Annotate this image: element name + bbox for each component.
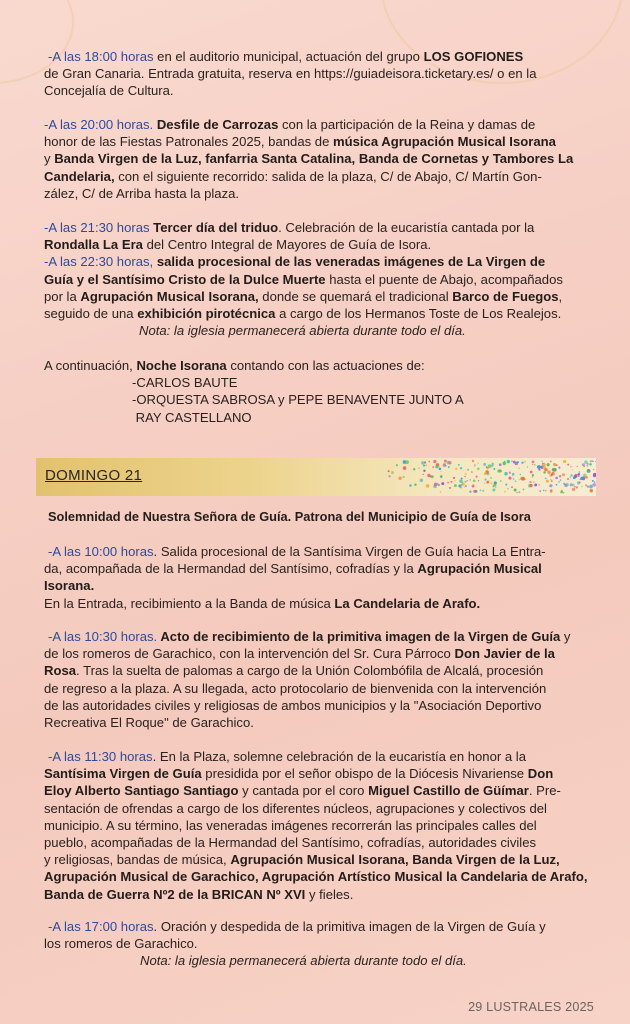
line [44,595,589,612]
event-17h [44,918,589,970]
text: A continuación, [44,358,137,373]
highlight: Rosa [44,663,77,679]
text: seguido de una [44,306,138,322]
event-11-30h [44,748,589,903]
event-20h [44,116,589,202]
text: . En la Plaza, solemne celebración de la eucaristía en honor a la [152,749,526,764]
text: por la [44,288,81,304]
line [44,305,589,322]
day-title: DOMINGO 21 [45,467,143,484]
text: y cantada por el coro [238,783,369,799]
text: en el auditorio municipal, actuación del grupo [153,49,424,64]
highlight: Santísima Virgen de Guía [44,766,202,782]
text: contando con las actuaciones de: [226,358,425,373]
line [44,714,589,731]
highlight: La Candelaria de Arafo. [334,595,481,611]
line [44,48,589,65]
line [44,185,589,202]
event-18h [44,48,589,100]
text: honor de las Fiestas Patronales 2025, bandas de [44,134,333,150]
line [44,560,589,577]
text: y [44,151,55,167]
text: pueblo, acompañadas de la Hermandad del Santísimo, cofradías, autoridades civiles [44,835,537,851]
line [44,116,589,133]
text: . Salida procesional de la Santísima Virgen de Guía hacia La Entra- [153,544,546,559]
day-banner [36,458,596,496]
line [44,577,589,594]
line [44,236,589,253]
event-time: -A las 18:00 horas [48,49,154,64]
line [44,680,589,697]
text: y fieles. [305,886,354,902]
event-time: -A las 10:30 horas. [48,629,158,644]
line [44,800,589,817]
text: . Tras la suelta de palomas a cargo de la Unión Colombófila de Alcalá, procesión [76,663,544,679]
line [44,817,589,834]
event-time: -A las 21:30 horas [44,220,150,235]
line [44,851,589,868]
confetti-decoration [366,458,596,496]
highlight: Don [527,766,554,782]
event-10-30h [44,628,589,731]
text: a cargo de los Hermanos Toste de Los Realejos. [275,306,562,322]
highlight: Isorana. [44,578,95,594]
line [44,219,589,236]
line [44,645,589,662]
highlight: Barco de Fuegos [452,288,559,304]
line [44,150,589,167]
text: zález, C/ de Arriba hasta la plaza. [44,185,240,201]
highlight: Rondalla La Era [44,237,143,253]
highlight: Noche Isorana [136,358,227,373]
line [44,628,589,645]
text: municipio. A su término, las veneradas imágenes recorrerán las principales calles del [44,817,537,833]
highlight: Banda Virgen de la Luz, fanfarria Santa Catalina, Banda de Cornetas y Tambores La [54,151,574,167]
highlight: Miguel Castillo de Güímar [368,783,529,799]
church-note: Nota: la iglesia permanecerá abierta durante todo el día. [139,323,466,339]
day-subtitle: Solemnidad de Nuestra Señora de Guía. Patrona del Municipio de Guía de Isora [48,509,531,524]
page-footer: 29 LUSTRALES 2025 [468,1000,594,1014]
event-time: -A las 10:00 horas [48,544,154,559]
highlight: Don Javier de la [454,646,555,662]
line [44,271,589,288]
highlight: Banda de Guerra Nº2 de la BRICAN Nº XVI [44,886,306,902]
highlight: Agrupación Musical [417,561,542,577]
line [44,133,589,150]
event-time: -A las 20:00 horas. [44,117,154,132]
text: de Gran Canaria. Entrada gratuita, reserva en https://guiadeisora.ticketary.es/ o en la [44,66,537,82]
line [44,543,589,560]
line [44,748,589,765]
text: . Oración y despedida de la primitiva imagen de la Virgen de Guía y [153,919,546,934]
line [44,168,589,185]
act-item: -CARLOS BAUTE [132,375,238,391]
text: con la participación de la Reina y damas de [278,117,536,132]
text: y religiosas, bandas de música, [44,852,231,868]
text: donde se quemará el tradicional [258,288,453,304]
text: da, acompañada de la Hermandad del Santísimo, cofradías y la [44,561,418,577]
line [44,886,589,903]
line [44,935,589,952]
line [44,662,589,679]
line [44,288,589,305]
highlight: música Agrupación Musical Isorana [332,134,556,150]
text: Recreativa El Roque" de Garachico. [44,715,254,731]
line [44,357,589,374]
text: de las autoridades civiles y religiosas de ambos municipios y la "Asociación Deportivo [44,697,542,713]
highlight: Acto de recibimiento de la primitiva imagen de la Virgen de Guía [157,629,561,644]
text: Concejalía de Cultura. [44,83,174,99]
text: y [560,629,571,644]
event-time: -A las 11:30 horas [48,749,153,764]
text: . Pre- [528,783,561,799]
line [44,82,589,99]
event-time: -A las 22:30 horas, [44,254,154,270]
act-item: RAY CASTELLANO [132,409,252,425]
text: de regreso a la plaza. A su llegada, acto protocolario de bienvenida con la intervención [44,680,547,696]
line [44,834,589,851]
highlight: Desfile de Carrozas [153,117,279,132]
event-time: -A las 17:00 horas [48,919,154,934]
line [44,765,589,782]
highlight: salida procesional de las veneradas imágenes de La Virgen de [153,254,546,270]
event-10h [44,543,589,612]
text: del Centro Integral de Mayores de Guía de Isora. [142,237,432,253]
line [44,782,589,799]
noche-isorana [44,357,589,426]
act-item: -ORQUESTA SABROSA y PEPE BENAVENTE JUNTO A [132,392,464,408]
text: con el siguiente recorrido: salida de la plaza, C/ de Abajo, C/ Martín Gon- [114,168,542,184]
highlight: Agrupación Musical Isorana, [80,288,259,304]
highlight: Eloy Alberto Santiago Santiago [44,783,239,799]
text: de los romeros de Garachico, con la intervención del Sr. Cura Párroco [44,646,455,662]
highlight: exhibición pirotécnica [137,306,276,322]
highlight: Guía y el Santísimo Cristo de la Dulce Muerte [44,271,326,287]
performer: LOS GOFIONES [423,49,524,64]
highlight: Agrupación Musical Isorana, Banda Virgen de la Luz, [230,852,560,868]
highlight: Agrupación Musical de Garachico, Agrupación Artístico Musical la Candelaria de Arafo, [44,869,588,885]
text: En la Entrada, recibimiento a la Banda de música [44,595,335,611]
line [44,697,589,714]
line [44,65,589,82]
line [44,253,589,270]
text: hasta el puente de Abajo, acompañados [325,271,563,287]
highlight: Candelaria, [44,168,115,184]
text: presidida por el señor obispo de la Diócesis Nivariense [201,766,528,782]
line [44,868,589,885]
event-21h-22h [44,219,589,339]
text: , [558,288,563,304]
text: sentación de ofrendas a cargo de los diferentes núcleos, agrupaciones y colectivos del [44,800,547,816]
text: los romeros de Garachico. [44,936,198,952]
text: . Celebración de la eucaristía cantada por la [278,220,535,235]
church-note: Nota: la iglesia permanecerá abierta durante todo el día. [140,953,467,969]
line [44,918,589,935]
highlight: Tercer día del triduo [149,220,279,235]
